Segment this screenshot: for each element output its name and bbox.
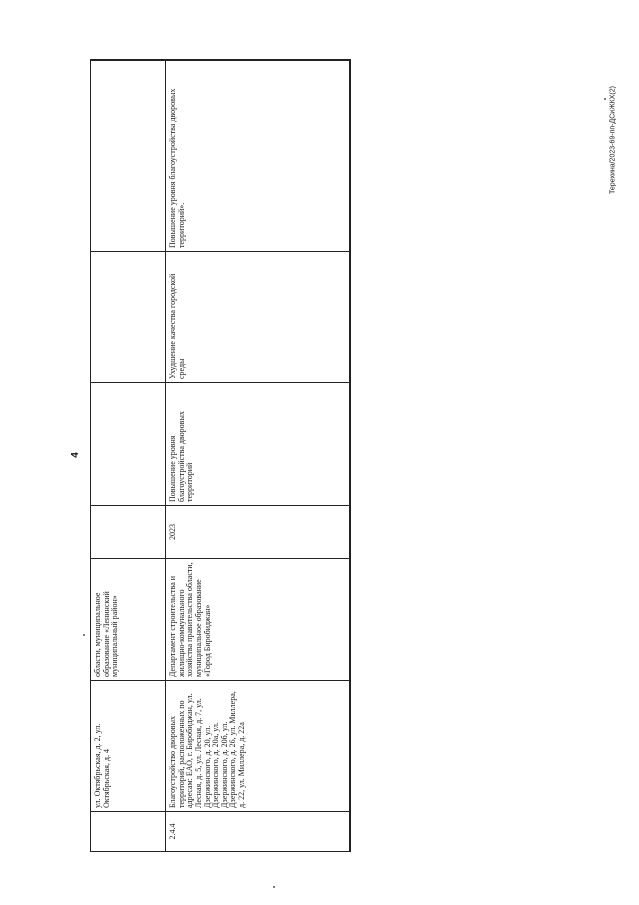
cell-indicator [91, 60, 166, 252]
scan-speck [83, 634, 85, 636]
cell-number [91, 812, 166, 852]
cell-consequence [91, 252, 166, 383]
cell-expected-result: Повышение уровня благоустройства дворовых территорий [166, 383, 351, 506]
cell-year [91, 506, 166, 559]
cell-consequence: Ухудшение качества городской среды [166, 252, 351, 383]
cell-executor: области, муниципальное образование «Ленинский муниципальный район» [91, 559, 166, 681]
table-row [91, 60, 166, 852]
document-reference-code: Терехина/2023-69-пп-ДСиЖКХ(2) [609, 86, 617, 194]
cell-measure-name: Благоустройство дворовых территорий, расположенных по адресам: ЕАО, г. Биробиджан, ул. Лесная, д. 5, ул. Лесная, д. 7, ул. Дзержинского, д. 20, ул. Дзержинского, д. 20а, ул. Дзержинского, д. 20б, ул. Дзержинского, д. 26, ул. Миллера, д. 22, ул. Миллера, д. 22а [166, 681, 351, 812]
program-measures-table [90, 59, 351, 852]
cell-executor: Департамент строительства и жилищно-коммунального хозяйства правительства области, муниципальное образование «Город Биробиджан» [166, 559, 351, 681]
cell-year: 2023 [166, 506, 351, 559]
page-number: 4 [70, 452, 81, 458]
cell-expected-result [91, 383, 166, 506]
cell-indicator: Повышение уровня благоустройства дворовых территорий». [166, 60, 351, 252]
cell-number: 2.4.4 [166, 812, 351, 852]
table-row [166, 60, 351, 852]
scan-speck [273, 886, 275, 888]
scan-speck [604, 98, 606, 100]
cell-measure-name: ул. Октябрьская, д. 2, ул. Октябрьская, д. 4 [91, 681, 166, 812]
